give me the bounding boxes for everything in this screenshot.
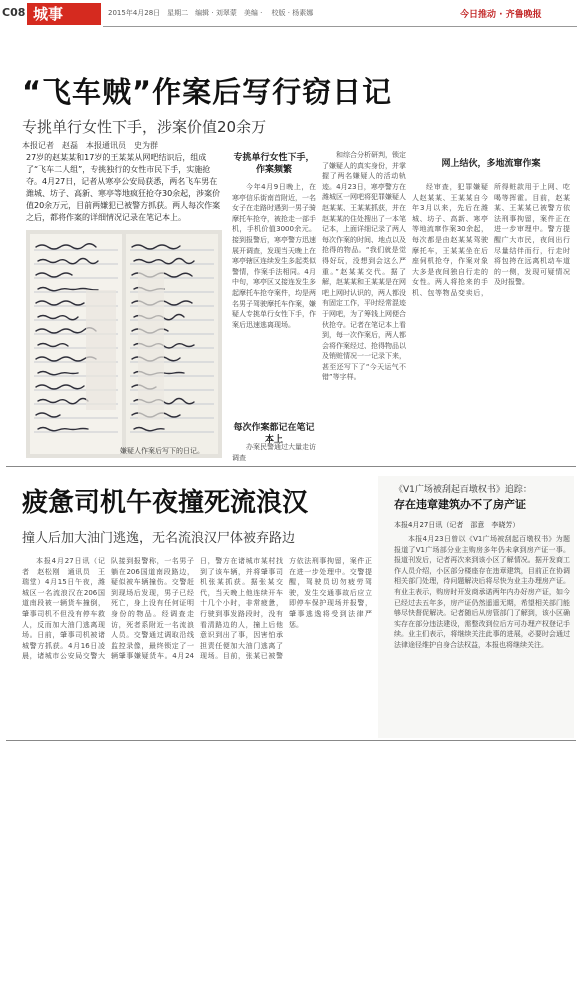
story3-body bbox=[394, 534, 570, 651]
story1-section-heading-3: 网上结伙，多地流窜作案 bbox=[441, 159, 541, 169]
story1-section-heading-1: 专挑单行女性下手，作案频繁 bbox=[233, 153, 315, 175]
page-header bbox=[0, 0, 580, 30]
page-number: C08 bbox=[2, 6, 26, 19]
story1-column-2 bbox=[232, 182, 316, 330]
diary-photo-image bbox=[26, 230, 222, 458]
story1-column-3 bbox=[322, 150, 406, 383]
header-meta: 2015年4月28日 星期二 编辑 · 刘翠蒙 美编 · 校版 · 杨素娜 bbox=[108, 9, 314, 17]
section-badge: 城事 bbox=[27, 3, 101, 25]
story1-subheadline: 专挑单行女性下手，涉案价值20余万 bbox=[22, 118, 267, 136]
story1-section-heading-2: 每次作案都记在笔记本上 bbox=[233, 423, 315, 445]
story3-headline: 存在违章建筑办不了房产证 bbox=[394, 498, 526, 511]
story2-body-text: 本报4月27日讯（记者 赵松刚 通讯员 王瑞堂）4月15日午夜，潍城区一名流浪汉在206国道南段被一辆货车撞倒，肇事司机不但没有停车救人，反而加大油门逃离现场。日前，肇事司机被诸城警方抓获。4月16日凌晨，诸城市公安局交警大队接到报警称，一名男子躺在206国道南段路边，疑似被车辆撞伤。交警赶到现场后发现，男子已经死亡，身上没有任何证明身份的物品。经调查走访，死者系附近一名流浪人员。交警通过调取沿线监控录像，最终锁定了一辆肇事嫌疑货车。4月24日，警方在诸城市某村找到了该车辆，并将肇事司机张某抓获。据张某交代，当天晚上他连续开车十几个小时，非常疲惫，行驶到事发路段时，没有看清路边的人，撞上后他意识到出了事，因害怕承担责任便加大油门逃离了现场。目前，张某已被警方依法刑事拘留，案件正在进一步处理中。交警提醒，驾驶员切勿疲劳驾驶，发生交通事故后应立即停车保护现场并报警，肇事逃逸将受到法律严惩。 bbox=[22, 557, 372, 661]
story2-body bbox=[22, 556, 372, 662]
story-divider bbox=[6, 466, 576, 467]
photo-caption: 嫌疑人作案后写下的日记。 bbox=[120, 447, 204, 455]
story1-column-2-tail-text: 办案民警通过大量走访调查 bbox=[232, 443, 316, 462]
story1-byline: 本报记者 赵磊 本报通讯员 史为群 bbox=[22, 141, 158, 150]
story1-column-4-text: 经审查，犯罪嫌疑人赵某某、王某某自今年3月以来，先后在潍城、坊子、高新、寒亭等地流窜作案30余起，每次都是由赵某某驾驶摩托车，王某某坐在后座伺机抢夺，作案对象大多是夜间独自行走的女性。两人将抢来的手机、包等物品变卖后，所得赃款用于上网、吃喝等挥霍。目前，赵某某、王某某已被警方依法刑事拘留，案件正在进一步审理中。警方提醒广大市民，夜间出行尽量结伴而行，行走时将包挎在远离机动车道的一侧，发现可疑情况及时报警。 bbox=[412, 183, 570, 297]
story1-headline: “飞车贼”作案后写行窃日记 bbox=[22, 75, 393, 109]
story1-lead: 27岁的赵某某和17岁的王某某从网吧结识后，组成了“飞车二人组”，专挑独行的女性市民下手，实施抢夺。4月27日，记者从寒亭公安局获悉，两名飞车男在潍城、坊子、高新、寒亭等地疯狂抢夺30余起，涉案价值20余万元，目前两嫌犯已被警方抓获。两人每次作案之后，都将作案的详细情况记录在笔记本上。 bbox=[26, 153, 221, 222]
story1-column-3-text: 和综合分析研判，锁定了嫌疑人的真实身份，并掌握了两名嫌疑人的活动轨迹。4月23日，寒亭警方在潍城区一网吧将犯罪嫌疑人赵某某、王某某抓获，并在赵某某的住处搜出了一本笔记本，上面详细记录了两人每次作案的时间、地点以及抢得的物品。“我们就是觉得好玩，没想到会这么严重。”赵某某交代。据了解，赵某某和王某某是在网吧上网时认识的，两人都没有固定工作，平时经常混迹于网吧，为了筹钱上网便合伙抢夺。记者在笔记本上看到，每一次作案后，两人都会将作案经过、抢得物品以及销赃情况一一记录下来，甚至还写下了“今天运气不错”等字样。 bbox=[322, 151, 406, 382]
story3-byline: 本报4月27日讯（记者 邵意 李晓芳） bbox=[394, 521, 520, 529]
story1-column-2-tail bbox=[232, 442, 316, 463]
story2-subheadline: 撞人后加大油门逃逸，无名流浪汉尸体被弃路边 bbox=[22, 531, 296, 546]
masthead-tag: 今日推动 · 齐鲁晚报 bbox=[460, 10, 542, 20]
story1-column-4 bbox=[412, 182, 570, 299]
story1-column-2-text: 今年4月9日晚上，在寒亭信乐街南首附近，一名女子在走路时遇到一男子骑摩托车抢夺，被抢走一部手机，手机价值3000余元。接到报警后，寒亭警方迅速展开调查，发现当天晚上在寒亭辖区连续发生多起类似警情，作案手法相同。4月中旬，寒亭区又接连发生多起摩托车抢夺案件，均是两名男子驾驶摩托车作案，嫌疑人专挑单行女性下手，作案后迅速逃离现场。 bbox=[232, 183, 316, 329]
bottom-rule bbox=[6, 740, 576, 741]
story3-kicker: 《V1广场被刮起百墩权书》追踪： bbox=[394, 485, 532, 495]
header-rule bbox=[103, 26, 577, 27]
diary-photo bbox=[26, 230, 222, 458]
story2-headline: 疲惫司机午夜撞死流浪汉 bbox=[22, 488, 309, 518]
story3-body-text: 本报4月23日曾以《V1广场被刮起百墩权书》为题报道了V1广场部分业主购房多年仍未拿到房产证一事。报道刊发后，记者再次来到该小区了解情况。据开发商工作人员介绍，小区部分楼座存在违章建筑，目前正在协调相关部门处理，待问题解决后将尽快为业主办理房产证。有业主表示，购房时开发商承诺两年内办好房产证，如今已经过去五年多，房产证仍然遥遥无期，希望相关部门能够尽快督促解决。记者随后从房管部门了解到，该小区确实存在部分违法建设，需整改到位后方可办理产权登记手续。业主们表示，将继续关注此事的进展，必要时会通过法律途径维护自身合法权益，本报也将继续关注。 bbox=[394, 535, 570, 649]
